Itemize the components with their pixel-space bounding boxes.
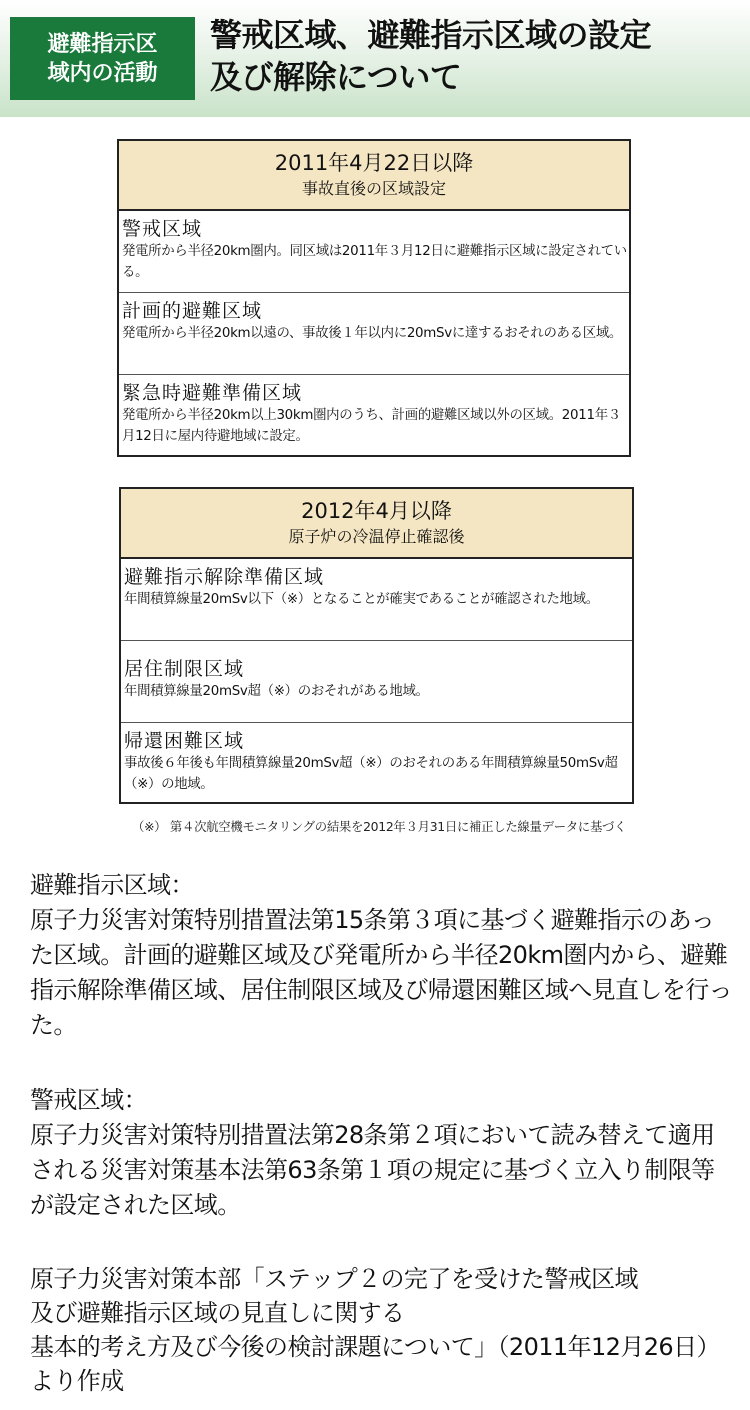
zone-description: 事故後６年後も年間積算線量20mSv超（※）のおそれのある年間積算線量50mSv超（※）の地域。: [124, 756, 618, 792]
zone-row: [119, 293, 629, 375]
section-label: [10, 17, 195, 100]
zone-row: [119, 211, 629, 293]
zone-row: [119, 375, 629, 457]
zone-table-header: [121, 489, 632, 559]
zone-description: 年間積算線量20mSv超（※）のおそれがある地域。: [124, 684, 429, 699]
zone-row: [121, 559, 632, 641]
zone-table-date: 2012年4月以降: [301, 499, 452, 523]
definition-body: 原子力災害対策特別措置法第28条第２項において読み替えて適用される災害対策基本法第63条第１項の規定に基づく立入り制限等が設定された区域。: [30, 1121, 715, 1219]
page-title: [210, 14, 745, 98]
source-citation: [30, 1262, 735, 1398]
zone-name: 計画的避難区域: [122, 300, 263, 322]
definition-title: 避難指示区域：: [30, 871, 194, 899]
source-line2: 及び避難指示区域の見直しに関する: [30, 1299, 405, 1327]
definition-evacuation-zone: [30, 868, 735, 1043]
section-label-line2: 域内の活動: [47, 60, 158, 86]
zone-name: 緊急時避難準備区域: [122, 382, 303, 404]
zone-description: 年間積算線量20mSv以下（※）となることが確実であることが確認された地域。: [124, 592, 599, 607]
zone-name: 居住制限区域: [124, 658, 245, 680]
definition-title: 警戒区域：: [30, 1086, 147, 1114]
zone-row: [121, 641, 632, 723]
zone-description: 発電所から半径20km以遠の、事故後１年以内に20mSvに達するおそれのある区域。: [122, 326, 623, 341]
zone-name: 帰還困難区域: [124, 730, 245, 752]
page-title-line1: 警戒区域、避難指示区域の設定: [210, 16, 652, 54]
zone-description: 発電所から半径20km以上30km圏内のうち、計画的避難区域以外の区域。2011年３月12日に屋内待避地域に設定。: [122, 408, 621, 444]
definition-body: 原子力災害対策特別措置法第15条第３項に基づく避難指示のあった区域。計画的避難区域及び発電所から半径20km圏内から、避難指示解除準備区域、居住制限区域及び帰還困難区域へ見直しを行った。: [30, 906, 732, 1039]
footnote: （※） 第４次航空機モニタリングの結果を2012年３月31日に補正した線量データに基づく: [132, 819, 627, 834]
zone-table-header: [119, 141, 629, 211]
zone-table-subtitle: 事故直後の区域設定: [301, 179, 446, 198]
zone-row: [121, 723, 632, 805]
zone-table-date: 2011年4月22日以降: [274, 151, 474, 175]
zone-table-2011: [117, 139, 631, 457]
section-label-line1: 避難指示区: [47, 31, 158, 57]
page-header: [0, 0, 750, 117]
source-line3: 基本的考え方及び今後の検討課題について」（2011年12月26日）より作成: [30, 1333, 720, 1395]
zone-name: 警戒区域: [122, 218, 203, 240]
source-line1: 原子力災害対策本部「ステップ２の完了を受けた警戒区域: [30, 1265, 638, 1293]
zone-table-2012: [119, 487, 634, 804]
definition-restricted-zone: [30, 1083, 735, 1223]
zone-name: 避難指示解除準備区域: [124, 566, 325, 588]
zone-table-subtitle: 原子炉の冷温停止確認後: [288, 527, 465, 546]
zone-description: 発電所から半径20km圏内。同区域は2011年３月12日に避難指示区域に設定されている。: [122, 244, 627, 280]
page-title-line2: 及び解除について: [210, 58, 462, 96]
